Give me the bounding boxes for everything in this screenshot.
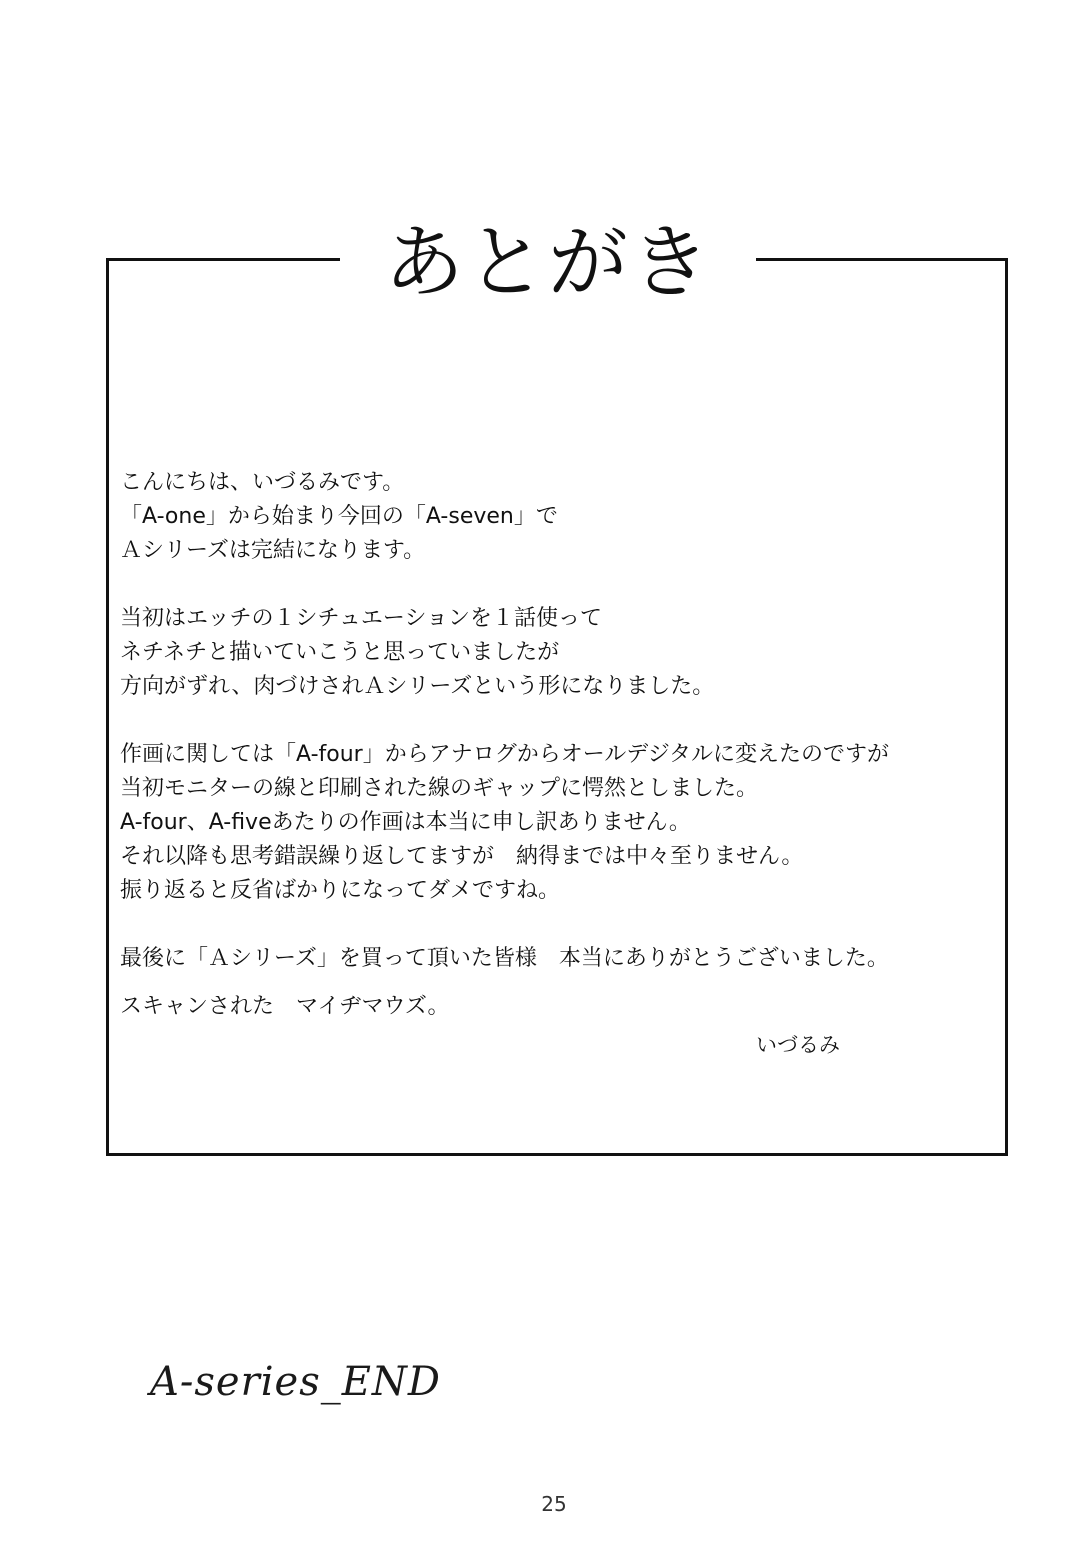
text-line: 「A-one」から始まり今回の「A-seven」で [120, 504, 558, 529]
text-line: 最後に「Ａシリーズ」を買って頂いた皆様 本当にありがとうございました。 [120, 946, 889, 971]
paragraph-artwork [120, 738, 1000, 908]
paragraph-thanks [120, 942, 1000, 976]
title-area [340, 215, 756, 311]
paragraph-scan-note [120, 990, 1000, 1024]
page-number: 25 [541, 1492, 567, 1516]
paragraph-greeting [120, 466, 1000, 568]
text-line: スキャンされた マイヂマウズ。 [120, 994, 450, 1019]
afterword-body [120, 466, 1000, 1058]
paragraph-intent [120, 602, 1000, 704]
text-line: ネチネチと描いていこうと思っていましたが [120, 640, 560, 665]
author-signature: いづるみ [756, 1033, 840, 1057]
text-line: それ以降も思考錯誤繰り返してますが 納得までは中々至りません。 [120, 844, 804, 869]
text-line: Ａシリーズは完結になります。 [120, 538, 426, 563]
text-line: 方向がずれ、肉づけされＡシリーズという形になりました。 [120, 674, 715, 699]
text-line: こんにちは、いづるみです。 [120, 470, 405, 495]
series-end-mark: A-series_END [150, 1359, 441, 1405]
text-line: 当初はエッチの１シチュエーションを１話使って [120, 606, 603, 631]
text-line: A-four、A-fiveあたりの作画は本当に申し訳ありません。 [120, 810, 691, 835]
text-line: 当初モニターの線と印刷された線のギャップに愕然としました。 [120, 776, 759, 801]
page-title: あとがき [384, 216, 712, 309]
text-line: 振り返ると反省ばかりになってダメですね。 [120, 878, 561, 903]
text-line: 作画に関しては「A-four」からアナログからオールデジタルに変えたのですが [120, 742, 889, 767]
